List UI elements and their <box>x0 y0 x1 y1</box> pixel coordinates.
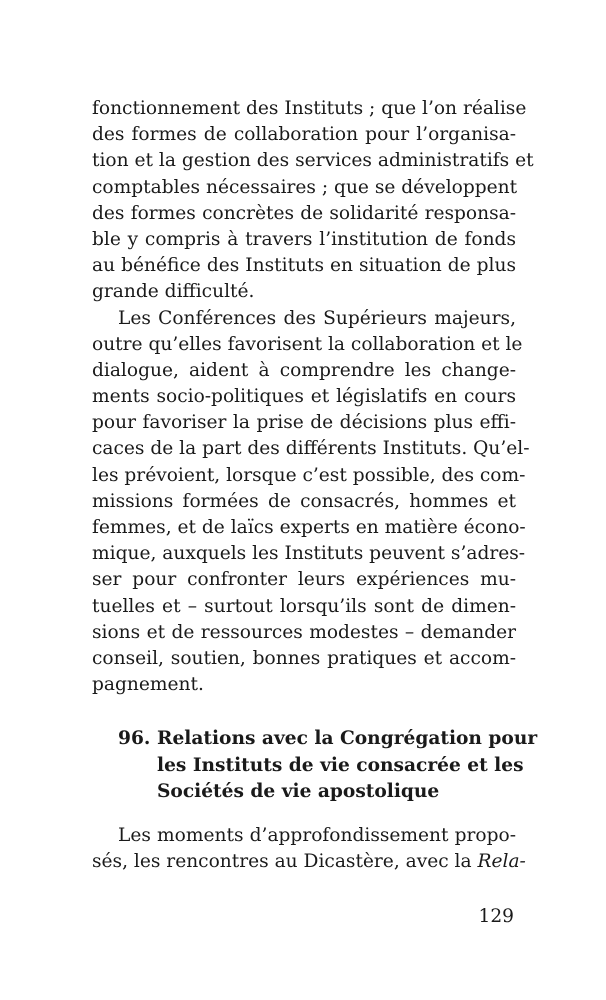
section-number: 96. <box>118 728 151 750</box>
text-line: femmes, et de laïcs experts en matière écono- <box>92 517 526 538</box>
text-line: pagnement. <box>92 674 204 696</box>
text-line: ble y compris à travers l’institution de fonds <box>92 228 516 250</box>
text-line: caces de la part des différents Instituts. Qu’el- <box>92 438 530 460</box>
paragraph-3 <box>92 823 526 875</box>
text-line: dialogue, aident à comprendre les change- <box>92 359 516 381</box>
text-line <box>92 849 526 875</box>
text-line: ser pour confronter leurs expériences mu- <box>92 569 516 591</box>
text-line: missions formées de consacrés, hommes et <box>92 490 516 512</box>
text-line: ments socio-politiques et législatifs en cours <box>92 386 516 408</box>
text-line: Les moments d’approfondissement propo- <box>118 824 516 846</box>
paragraph-2 <box>92 306 530 699</box>
page-number: 129 <box>478 906 514 927</box>
paragraph-1 <box>92 96 534 306</box>
text-line: mique, auxquels les Instituts peuvent s’adres- <box>92 543 526 565</box>
heading-line: Relations avec la Congrégation pour <box>157 728 538 750</box>
text-run: sés, les rencontres au Dicastère, avec la <box>92 851 478 873</box>
page-body <box>92 96 538 875</box>
text-line: conseil, soutien, bonnes pratiques et accom- <box>92 647 516 669</box>
spacer <box>92 805 516 823</box>
text-line: outre qu’elles favorisent la collaboration et le <box>92 333 523 355</box>
text-line: Les Conférences des Supérieurs majeurs, <box>118 307 516 329</box>
text-line: tuelles et – surtout lorsqu’ils sont de dimen- <box>92 595 516 617</box>
section-heading <box>92 726 538 805</box>
text-line: au bénéfice des Instituts en situation de plus <box>92 255 516 277</box>
text-line: fonctionnement des Instituts ; que l’on réalise <box>92 98 527 119</box>
text-line: pour favoriser la prise de décisions plus effi- <box>92 412 516 434</box>
text-line: grande difficulté. <box>92 281 255 303</box>
text-line: tion et la gestion des services administratifs et <box>92 150 534 172</box>
text-line: comptables nécessaires ; que se développent <box>92 176 518 198</box>
italic-text-run: Rela- <box>477 851 526 873</box>
text-line: des formes concrètes de solidarité responsa- <box>92 202 516 224</box>
heading-line: les Instituts de vie consacrée et les <box>157 754 524 776</box>
text-line: les prévoient, lorsque c’est possible, des com- <box>92 464 526 486</box>
spacer <box>92 698 516 722</box>
text-line: des formes de collaboration pour l’organisa- <box>92 124 516 146</box>
heading-line: Sociétés de vie apostolique <box>157 780 440 802</box>
text-line: sions et de ressources modestes – demander <box>92 621 516 643</box>
